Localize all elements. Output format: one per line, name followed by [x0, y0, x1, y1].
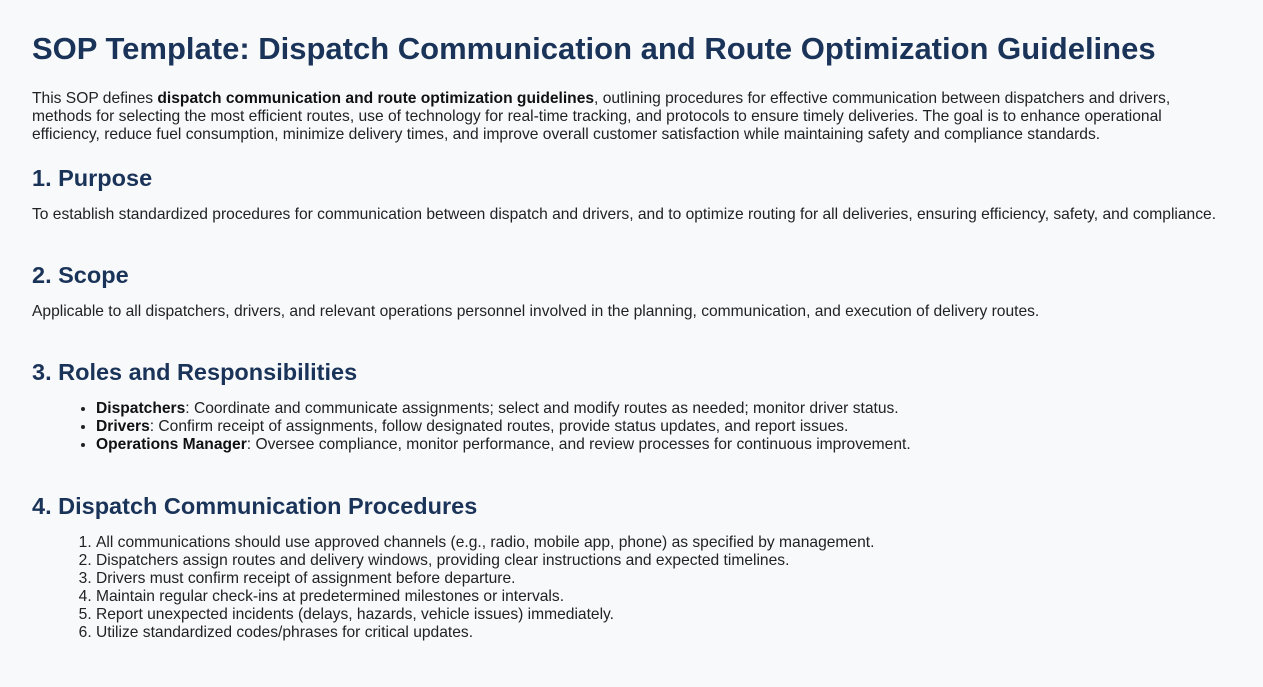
list-item: 1. All communications should use approved channels (e.g., radio, mobile app, phone) as specified by management.: [96, 534, 1231, 552]
intro-text-end: , outlining procedures for effective communication between dispatchers and drivers, methods for selecting the most efficient routes, use of technology for real-time tracking, and protocols to ensure timely deliveries. The goal is to enhance operational efficiency, reduce fuel consumption, minimize delivery times, and improve overall customer satisfaction while maintaining safety and compliance standards.: [32, 90, 1171, 143]
page-title: SOP Template: Dispatch Communication and Route Optimization Guidelines: [32, 31, 1156, 66]
role-description: : Confirm receipt of assignments, follow designated routes, provide status updates, and report issues.: [149, 418, 849, 435]
role-name: Operations Manager: [96, 436, 247, 453]
intro-bold-text: dispatch communication and route optimization guidelines: [157, 90, 595, 107]
list-item: [96, 418, 1231, 436]
roles-heading: 3. Roles and Responsibilities: [32, 359, 358, 385]
intro-text-start: This SOP defines: [32, 90, 158, 107]
list-item: 4. Maintain regular check-ins at predetermined milestones or intervals.: [96, 588, 1231, 606]
list-item: 2. Dispatchers assign routes and delivery windows, providing clear instructions and expected timelines.: [96, 552, 1231, 570]
role-name: Drivers: [96, 418, 150, 435]
role-description: : Coordinate and communicate assignments; select and modify routes as needed; monitor driver status.: [185, 400, 899, 417]
purpose-text: To establish standardized procedures for communication between dispatch and drivers, and to optimize routing for all deliveries, ensuring efficiency, safety, and compliance.: [32, 206, 1217, 223]
role-description: : Oversee compliance, monitor performance, and review processes for continuous improvement.: [246, 436, 911, 453]
scope-text: Applicable to all dispatchers, drivers, and relevant operations personnel involved in the planning, communication, and execution of delivery routes.: [32, 303, 1040, 320]
list-item: 3. Drivers must confirm receipt of assignment before departure.: [96, 570, 1231, 588]
purpose-heading: 1. Purpose: [32, 165, 153, 191]
intro-paragraph: [32, 90, 1231, 144]
list-item: 6. Utilize standardized codes/phrases for critical updates.: [96, 624, 1231, 642]
scope-heading: 2. Scope: [32, 262, 129, 288]
procedures-heading: 4. Dispatch Communication Procedures: [32, 493, 478, 519]
list-item: [96, 400, 1231, 418]
list-item: 5. Report unexpected incidents (delays, hazards, vehicle issues) immediately.: [96, 606, 1231, 624]
procedures-list: [32, 534, 1231, 642]
roles-list: [32, 400, 1231, 454]
role-name: Dispatchers: [96, 400, 186, 417]
list-item: [96, 436, 1231, 454]
